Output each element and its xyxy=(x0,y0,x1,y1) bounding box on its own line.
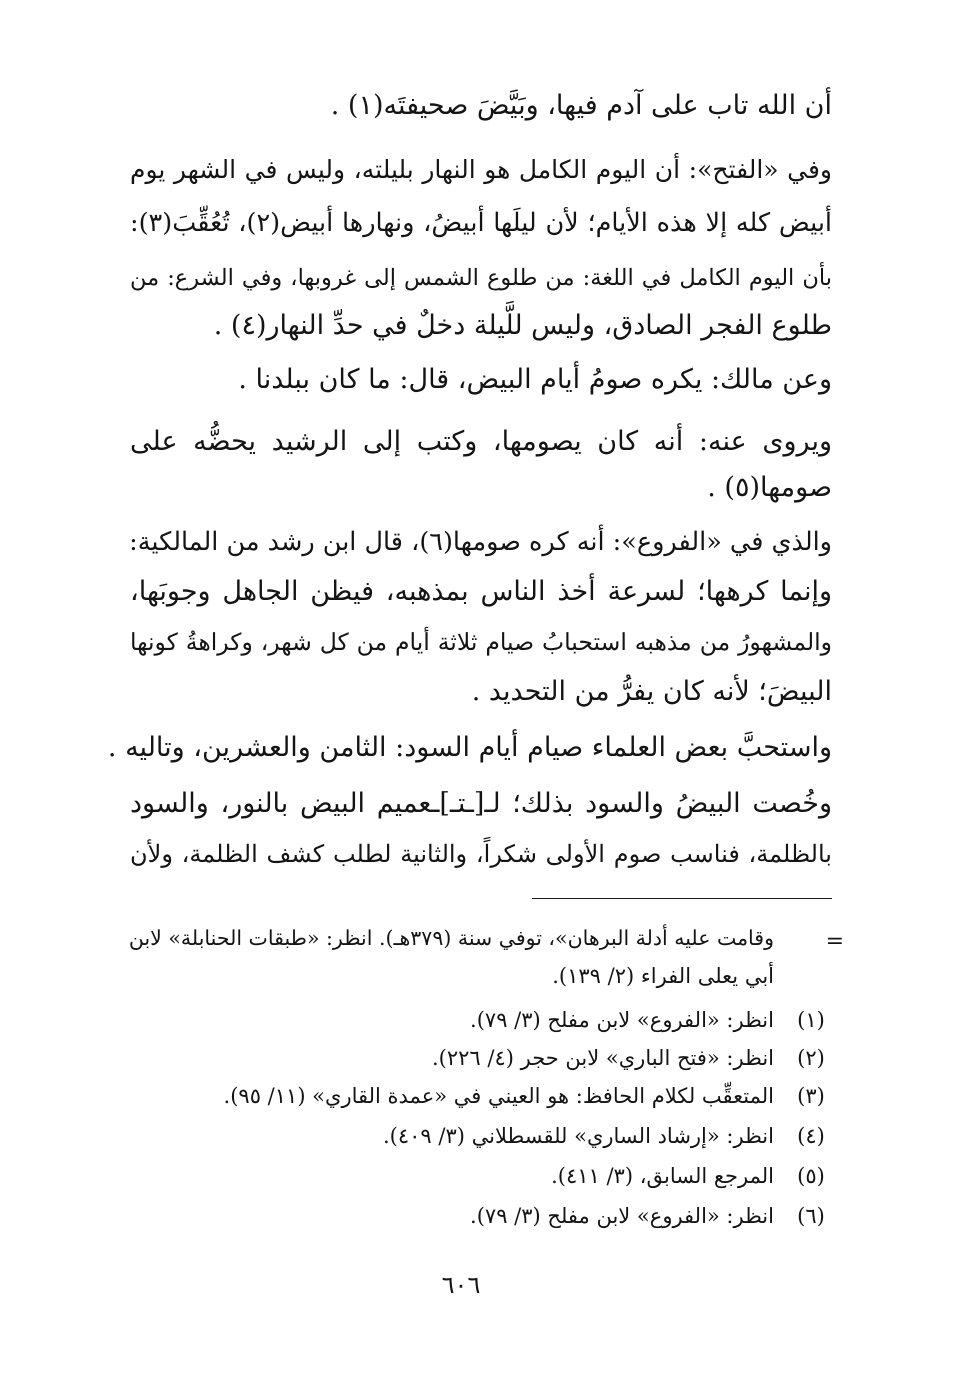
body-line: وفي «الفتح»: أن اليوم الكامل هو النهار بليلته، وليس في الشهر يوم xyxy=(130,155,832,184)
page-number: ٦٠٦ xyxy=(441,1271,481,1299)
body-line: والمشهورُ من مذهبه استحبابُ صيام ثلاثة أيام من كل شهر، وكراهةُ كونها xyxy=(130,628,832,656)
body-line: ويروى عنه: أنه كان يصومها، وكتب إلى الرشيد يحضُّه على xyxy=(130,426,832,457)
body-line: صومها(٥) . xyxy=(707,472,832,503)
body-line: وإنما كرهها؛ لسرعة أخذ الناس بمذهبه، فيظن الجاهل وجوبَها، xyxy=(130,576,832,607)
footnote-continuation-line: أبي يعلى الفراء (٢/ ١٣٩). xyxy=(552,964,774,988)
footnote-text: انظر: «إرشاد الساري» للقسطلاني (٣/ ٤٠٩). xyxy=(382,1124,774,1148)
body-line: بأن اليوم الكامل في اللغة: من طلوع الشمس إلى غروبها، وفي الشرع: من xyxy=(130,265,832,291)
body-line: واستحبَّ بعض العلماء صيام أيام السود: الثامن والعشرين، وتاليه . xyxy=(107,732,832,763)
body-line: وعن مالك: يكره صومُ أيام البيض، قال: ما كان ببلدنا . xyxy=(238,364,832,395)
footnote-text: المرجع السابق، (٣/ ٤١١). xyxy=(551,1164,774,1188)
footnote-text: انظر: «الفروع» لابن مفلح (٣/ ٧٩). xyxy=(470,1008,774,1032)
body-line: البيضَ؛ لأنه كان يفرُّ من التحديد . xyxy=(471,676,832,707)
body-line: أبيض كله إلا هذه الأيام؛ لأن ليلَها أبيضُ، ونهارها أبيض(٢)، تُعُقِّبَ(٣): xyxy=(130,208,833,238)
footnote-number: (٦) xyxy=(797,1204,825,1228)
footnote-text: انظر: «فتح الباري» لابن حجر (٤/ ٢٢٦). xyxy=(431,1046,774,1070)
body-line: وخُصت البيضُ والسود بذلك؛ لـ[ـتـ]ـعميم البيض بالنور، والسود xyxy=(130,788,832,819)
footnote-number: (٢) xyxy=(797,1046,825,1070)
footnote-number: (٤) xyxy=(797,1124,825,1148)
footnote-separator xyxy=(532,898,832,899)
body-line: بالظلمة، فناسب صوم الأولى شكراً، والثانية لطلب كشف الظلمة، ولأن xyxy=(130,840,832,868)
footnote-continuation-line: وقامت عليه أدلة البرهان»، توفي سنة (٣٧٩هـ). انظر: «طبقات الحنابلة» لابن xyxy=(128,926,774,950)
body-line: طلوع الفجر الصادق، وليس للَّيلة دخلٌ في حدِّ النهار(٤) . xyxy=(213,310,832,341)
footnote-number: (٣) xyxy=(797,1084,825,1108)
footnote-number: (٥) xyxy=(797,1164,825,1188)
footnote-continuation-marker: = xyxy=(825,929,844,954)
body-line: والذي في «الفروع»: أنه كره صومها(٦)، قال ابن رشد من المالكية: xyxy=(129,527,832,557)
footnote-text: المتعقِّب لكلام الحافظ: هو العيني في «عمدة القاري» (١١/ ٩٥). xyxy=(223,1084,774,1108)
footnote-text: انظر: «الفروع» لابن مفلح (٣/ ٧٩). xyxy=(470,1204,774,1228)
footnote-number: (١) xyxy=(797,1008,825,1032)
body-line: أن الله تاب على آدم فيها، وبَيَّضَ صحيفتَه(١) . xyxy=(330,90,832,121)
